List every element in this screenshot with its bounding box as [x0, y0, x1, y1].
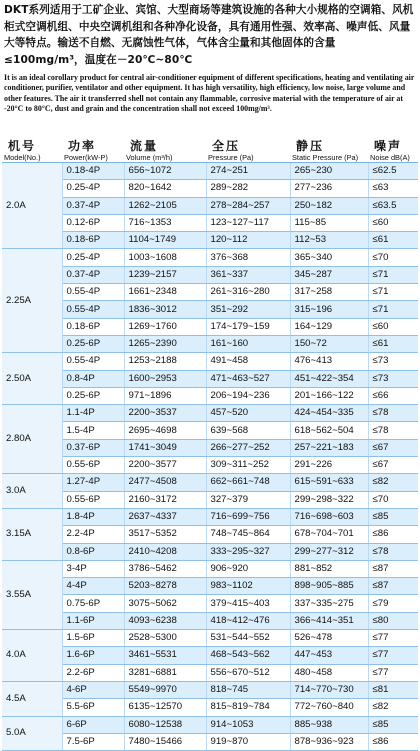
pressure-cell: 123~127~117 [206, 214, 290, 231]
pressure-cell: 468~543~562 [206, 647, 290, 664]
model-cell: 2.25A [2, 249, 62, 353]
static-pressure-cell: 772~760~840 [290, 699, 368, 716]
pressure-cell: 266~277~252 [206, 439, 290, 456]
power-cell: 0.25-4P [62, 180, 124, 197]
pressure-cell: 361~337 [206, 266, 290, 283]
table-row [2, 612, 418, 629]
volume-cell: 1104~1749 [124, 232, 206, 249]
pressure-cell: 662~661~748 [206, 474, 290, 491]
noise-cell: ≤82 [368, 699, 418, 716]
static-pressure-cell: 618~562~504 [290, 422, 368, 439]
power-cell: 0.55-6P [62, 457, 124, 474]
model-cell: 3.15A [2, 508, 62, 560]
static-pressure-cell: 277~236 [290, 180, 368, 197]
static-pressure-cell: 447~453 [290, 647, 368, 664]
volume-cell: 1239~2157 [124, 266, 206, 283]
volume-cell: 1661~2348 [124, 284, 206, 301]
table-row [2, 474, 418, 491]
power-cell: 0.18-6P [62, 232, 124, 249]
noise-cell: ≤63.5 [368, 197, 418, 214]
volume-cell: 1836~3012 [124, 301, 206, 318]
volume-cell: 971~1896 [124, 387, 206, 404]
table-row [2, 595, 418, 612]
model-cell: 4.0A [2, 630, 62, 682]
model-cell: 3.0A [2, 474, 62, 509]
static-pressure-cell: 716~698~603 [290, 508, 368, 525]
table-row [2, 284, 418, 301]
static-pressure-cell: 201~166~122 [290, 387, 368, 404]
noise-cell: ≤77 [368, 630, 418, 647]
table-row [2, 560, 418, 577]
volume-cell: 3075~5062 [124, 595, 206, 612]
table-row [2, 180, 418, 197]
table-row [2, 232, 418, 249]
header-pressure [206, 140, 290, 163]
static-pressure-cell: 315~196 [290, 301, 368, 318]
volume-cell: 2160~3172 [124, 491, 206, 508]
power-cell: 1.5-4P [62, 422, 124, 439]
noise-cell: ≤70 [368, 249, 418, 266]
volume-cell: 5549~9970 [124, 681, 206, 698]
static-pressure-cell: 678~704~701 [290, 526, 368, 543]
noise-cell: ≤78 [368, 422, 418, 439]
volume-cell: 716~1353 [124, 214, 206, 231]
table-row [2, 681, 418, 698]
volume-cell: 3786~5462 [124, 560, 206, 577]
table-row [2, 266, 418, 283]
noise-cell: ≤81 [368, 681, 418, 698]
noise-cell: ≤71 [368, 301, 418, 318]
static-pressure-cell: 366~414~351 [290, 612, 368, 629]
volume-cell: 1262~2105 [124, 197, 206, 214]
noise-cell: ≤87 [368, 560, 418, 577]
noise-cell: ≤70 [368, 491, 418, 508]
noise-cell: ≤80 [368, 612, 418, 629]
volume-cell: 656~1072 [124, 163, 206, 180]
table-row [2, 387, 418, 404]
power-cell: 0.55-4P [62, 353, 124, 370]
power-cell: 0.37-4P [62, 266, 124, 283]
power-cell: 0.25-6P [62, 335, 124, 352]
pressure-cell: 278~284~257 [206, 197, 290, 214]
pressure-cell: 748~745~864 [206, 526, 290, 543]
noise-cell: ≤85 [368, 508, 418, 525]
spec-table [2, 140, 418, 751]
volume-cell: 3461~5531 [124, 647, 206, 664]
header-row [2, 140, 418, 163]
power-cell: 0.25-6P [62, 387, 124, 404]
model-cell: 3.55A [2, 560, 62, 629]
power-cell: 7.5-6P [62, 733, 124, 750]
power-cell: 1.1-4P [62, 405, 124, 422]
static-pressure-cell: 345~287 [290, 266, 368, 283]
static-pressure-cell: 265~230 [290, 163, 368, 180]
table-row [2, 716, 418, 733]
static-pressure-cell: 480~458 [290, 664, 368, 681]
pressure-cell: 206~194~236 [206, 387, 290, 404]
header-cn: 机号 [8, 139, 37, 153]
volume-cell: 1600~2953 [124, 370, 206, 387]
pressure-cell: 161~160 [206, 335, 290, 352]
pressure-cell: 983~1102 [206, 578, 290, 595]
static-pressure-cell: 291~226 [290, 457, 368, 474]
power-cell: 0.55-4P [62, 284, 124, 301]
header-static-pressure [290, 140, 368, 163]
header-en: Static Pressure (Pa) [292, 153, 359, 162]
power-cell: 0.75-6P [62, 595, 124, 612]
pressure-cell: 716~699~756 [206, 508, 290, 525]
table-row [2, 249, 418, 266]
pressure-cell: 289~282 [206, 180, 290, 197]
static-pressure-cell: 299~277~312 [290, 543, 368, 560]
volume-cell: 1265~2390 [124, 335, 206, 352]
power-cell: 2.2-4P [62, 526, 124, 543]
noise-cell: ≤63 [368, 180, 418, 197]
static-pressure-cell: 526~478 [290, 630, 368, 647]
volume-cell: 2200~3577 [124, 457, 206, 474]
pressure-cell: 351~292 [206, 301, 290, 318]
intro-chinese: DKT系列适用于工矿企业、宾馆、大型商场等建筑设施的各种大小规格的空调箱、风机柜式空调机组、中央空调机组和各种净化设备，具有通用性强、效率高、噪声低、风量大等特点。输送不自燃、无腐蚀性气体，气体含尘量和其他固体的含量≤100mg/m³，温度在－20℃~80℃ [4, 4, 414, 66]
static-pressure-cell: 337~335~275 [290, 595, 368, 612]
intro-english: It is an ideal corollary product for central air-conditioner equipment of different specifications, heating and ventilating air conditioner, purifier, ventilator and other equipment. It has high versatility, high efficiency, low noise, large volume and other features. The air it transferred shell not contain any flammable, corrosive material with the temperature of air at -20°C to 80°C, dust and grain and the concentration shall not exceed 100mg/m³. [4, 73, 415, 113]
static-pressure-cell: 299~298~322 [290, 491, 368, 508]
noise-cell: ≤61 [368, 232, 418, 249]
table-row [2, 370, 418, 387]
pressure-cell: 274~251 [206, 163, 290, 180]
header-en: Model(No.) [4, 153, 41, 162]
pressure-cell: 914~1053 [206, 716, 290, 733]
power-cell: 0.8-4P [62, 370, 124, 387]
pressure-cell: 906~920 [206, 560, 290, 577]
static-pressure-cell: 898~905~885 [290, 578, 368, 595]
model-cell: 5.0A [2, 716, 62, 751]
pressure-cell: 327~379 [206, 491, 290, 508]
header-cn: 噪声 [374, 139, 403, 153]
power-cell: 0.18-4P [62, 163, 124, 180]
static-pressure-cell: 150~72 [290, 335, 368, 352]
table-row [2, 457, 418, 474]
static-pressure-cell: 881~852 [290, 560, 368, 577]
power-cell: 0.55-6P [62, 491, 124, 508]
noise-cell: ≤77 [368, 664, 418, 681]
noise-cell: ≤60 [368, 318, 418, 335]
volume-cell: 2528~5300 [124, 630, 206, 647]
power-cell: 0.37-4P [62, 197, 124, 214]
pressure-cell: 120~112 [206, 232, 290, 249]
volume-cell: 1269~1760 [124, 318, 206, 335]
header-volume [124, 140, 206, 163]
power-cell: 1.5-6P [62, 630, 124, 647]
pressure-cell: 457~520 [206, 405, 290, 422]
static-pressure-cell: 476~413 [290, 353, 368, 370]
model-cell: 2.50A [2, 353, 62, 405]
header-cn: 流量 [130, 139, 159, 153]
static-pressure-cell: 885~938 [290, 716, 368, 733]
header-en: Pressure (Pa) [208, 153, 254, 162]
pressure-cell: 471~463~527 [206, 370, 290, 387]
power-cell: 3-4P [62, 560, 124, 577]
noise-cell: ≤62.5 [368, 163, 418, 180]
header-en: Power(kW-P) [64, 153, 108, 162]
noise-cell: ≤67 [368, 439, 418, 456]
table-row [2, 163, 418, 180]
table-row [2, 733, 418, 750]
header-cn: 功率 [68, 139, 97, 153]
noise-cell: ≤71 [368, 284, 418, 301]
header-en: Noise dB(A) [370, 153, 410, 162]
power-cell: 4-4P [62, 578, 124, 595]
noise-cell: ≤73 [368, 370, 418, 387]
power-cell: 1.8-4P [62, 508, 124, 525]
table-row [2, 353, 418, 370]
power-cell: 4-6P [62, 681, 124, 698]
spec-table-body [2, 163, 418, 751]
pressure-cell: 174~179~159 [206, 318, 290, 335]
header-power [62, 140, 124, 163]
pressure-cell: 531~544~552 [206, 630, 290, 647]
pressure-cell: 639~568 [206, 422, 290, 439]
table-row [2, 647, 418, 664]
pressure-cell: 333~295~327 [206, 543, 290, 560]
static-pressure-cell: 164~129 [290, 318, 368, 335]
noise-cell: ≤78 [368, 543, 418, 560]
volume-cell: 1003~1608 [124, 249, 206, 266]
table-row [2, 422, 418, 439]
noise-cell: ≤86 [368, 733, 418, 750]
noise-cell: ≤82 [368, 474, 418, 491]
static-pressure-cell: 424~454~335 [290, 405, 368, 422]
volume-cell: 6135~12570 [124, 699, 206, 716]
power-cell: 5.5-6P [62, 699, 124, 716]
volume-cell: 2410~4208 [124, 543, 206, 560]
noise-cell: ≤87 [368, 578, 418, 595]
header-model [2, 140, 62, 163]
table-row [2, 491, 418, 508]
pressure-cell: 309~311~252 [206, 457, 290, 474]
noise-cell: ≤85 [368, 716, 418, 733]
table-row [2, 214, 418, 231]
volume-cell: 4093~6238 [124, 612, 206, 629]
static-pressure-cell: 365~340 [290, 249, 368, 266]
table-row [2, 335, 418, 352]
table-row [2, 630, 418, 647]
power-cell: 0.25-4P [62, 249, 124, 266]
power-cell: 0.18-6P [62, 318, 124, 335]
table-row [2, 405, 418, 422]
volume-cell: 1741~3049 [124, 439, 206, 456]
noise-cell: ≤77 [368, 647, 418, 664]
noise-cell: ≤78 [368, 405, 418, 422]
table-row [2, 439, 418, 456]
static-pressure-cell: 451~422~354 [290, 370, 368, 387]
static-pressure-cell: 714~770~730 [290, 681, 368, 698]
static-pressure-cell: 115~85 [290, 214, 368, 231]
table-row [2, 526, 418, 543]
table-row [2, 508, 418, 525]
power-cell: 1.1-6P [62, 612, 124, 629]
pressure-cell: 919~870 [206, 733, 290, 750]
header-en: Volume (m³/h) [126, 153, 173, 162]
static-pressure-cell: 878~936~923 [290, 733, 368, 750]
pressure-cell: 376~368 [206, 249, 290, 266]
pressure-cell: 556~670~512 [206, 664, 290, 681]
power-cell: 6-6P [62, 716, 124, 733]
power-cell: 0.37-6P [62, 439, 124, 456]
table-row [2, 578, 418, 595]
static-pressure-cell: 317~258 [290, 284, 368, 301]
pressure-cell: 261~316~280 [206, 284, 290, 301]
header-cn: 全压 [212, 139, 241, 153]
noise-cell: ≤61 [368, 335, 418, 352]
noise-cell: ≤79 [368, 595, 418, 612]
static-pressure-cell: 112~53 [290, 232, 368, 249]
power-cell: 0.55-4P [62, 301, 124, 318]
power-cell: 0.8-6P [62, 543, 124, 560]
power-cell: 1.27-4P [62, 474, 124, 491]
static-pressure-cell: 615~591~633 [290, 474, 368, 491]
header-cn: 静压 [296, 139, 325, 153]
volume-cell: 1253~2188 [124, 353, 206, 370]
volume-cell: 3281~6881 [124, 664, 206, 681]
power-cell: 1.6-6P [62, 647, 124, 664]
noise-cell: ≤67 [368, 457, 418, 474]
power-cell: 2.2-6P [62, 664, 124, 681]
noise-cell: ≤73 [368, 353, 418, 370]
volume-cell: 2637~4337 [124, 508, 206, 525]
volume-cell: 7480~15466 [124, 733, 206, 750]
noise-cell: ≤66 [368, 387, 418, 404]
static-pressure-cell: 250~182 [290, 197, 368, 214]
model-cell: 2.0A [2, 163, 62, 249]
volume-cell: 2477~4508 [124, 474, 206, 491]
noise-cell: ≤60 [368, 214, 418, 231]
table-row [2, 318, 418, 335]
table-row [2, 301, 418, 318]
table-row [2, 699, 418, 716]
volume-cell: 820~1642 [124, 180, 206, 197]
volume-cell: 2200~3537 [124, 405, 206, 422]
volume-cell: 6080~12538 [124, 716, 206, 733]
model-cell: 4.5A [2, 681, 62, 716]
volume-cell: 2695~4698 [124, 422, 206, 439]
volume-cell: 3517~5352 [124, 526, 206, 543]
pressure-cell: 815~819~784 [206, 699, 290, 716]
model-cell: 2.80A [2, 405, 62, 474]
volume-cell: 5203~8278 [124, 578, 206, 595]
pressure-cell: 491~458 [206, 353, 290, 370]
static-pressure-cell: 257~221~183 [290, 439, 368, 456]
power-cell: 0.12-6P [62, 214, 124, 231]
header-noise [368, 140, 418, 163]
table-row [2, 197, 418, 214]
pressure-cell: 418~412~476 [206, 612, 290, 629]
noise-cell: ≤86 [368, 526, 418, 543]
pressure-cell: 818~745 [206, 681, 290, 698]
noise-cell: ≤71 [368, 266, 418, 283]
pressure-cell: 379~415~403 [206, 595, 290, 612]
table-row [2, 664, 418, 681]
